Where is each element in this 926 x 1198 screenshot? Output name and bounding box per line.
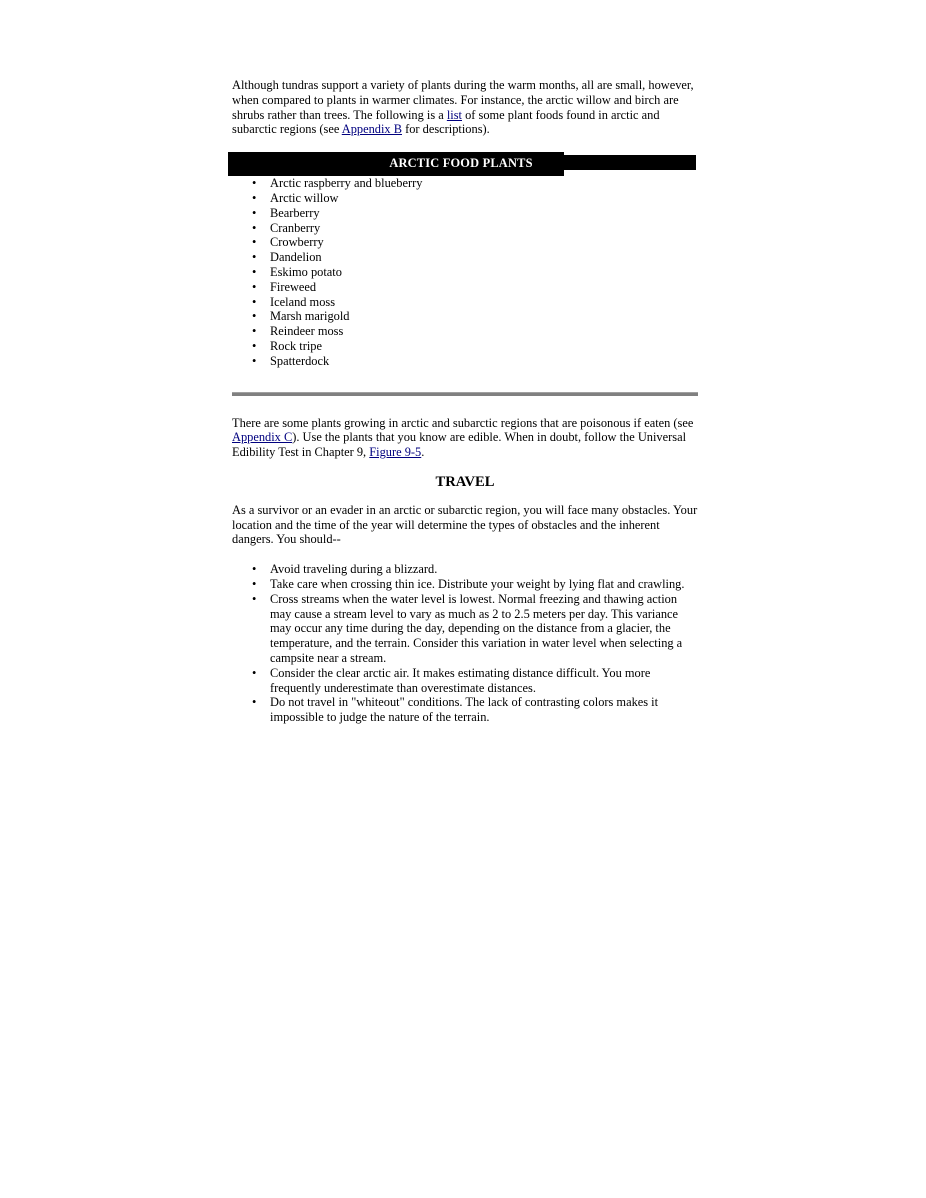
list-item: • Eskimo potato (252, 265, 698, 280)
food-plants-header (228, 152, 694, 176)
food-plants-list (232, 176, 698, 368)
list-item: • Reindeer moss (252, 324, 698, 339)
poison-paragraph (232, 416, 698, 460)
travel-intro-paragraph: As a survivor or an evader in an arctic or subarctic region, you will face many obstacles. Your location and the time of the year will determine the types of obstacles and the inherent dangers. You should-- (232, 502, 698, 547)
travel-list (232, 562, 698, 725)
appendix-c-link[interactable]: Appendix C (232, 430, 293, 445)
list-item: • Arctic willow (252, 191, 698, 206)
list-item: • Consider the clear arctic air. It makes estimating distance difficult. You more frequently underestimate than overestimate distances. (252, 666, 698, 696)
list-item: • Cross streams when the water level is lowest. Normal freezing and thawing action may cause a stream level to vary as much as 2 to 2.5 meters per day. This variance may occur any time during the day, depending on the distance from a glacier, the temperature, and the terrain. Consider this variation in water level when selecting a campsite near a stream. (252, 592, 698, 666)
list-item: • Fireweed (252, 280, 698, 295)
list-item: • Iceland moss (252, 295, 698, 310)
list-item: • Marsh marigold (252, 309, 698, 324)
poison-text-1: There are some plants growing in arctic and subarctic regions that are poisonous if eaten (see (232, 415, 694, 430)
food-plants-title: ARCTIC FOOD PLANTS (389, 156, 533, 171)
travel-heading: TRAVEL (435, 473, 495, 490)
list-item: • Take care when crossing thin ice. Distribute your weight by lying flat and crawling. (252, 577, 698, 592)
list-item: • Cranberry (252, 221, 698, 236)
list-item: • Avoid traveling during a blizzard. (252, 562, 698, 577)
document-page (232, 78, 698, 725)
list-item: • Arctic raspberry and blueberry (252, 176, 698, 191)
list-link[interactable]: list (446, 107, 462, 122)
intro-text-2: of some plant foods found in arctic and subarctic regions (see (232, 107, 660, 137)
list-item: • Bearberry (252, 206, 698, 221)
list-item: • Dandelion (252, 250, 698, 265)
figure-9-5-link[interactable]: Figure 9-5 (369, 445, 422, 460)
intro-paragraph (232, 78, 698, 137)
poison-text-2: ). Use the plants that you know are edible. When in doubt, follow the Universal Edibility Test in Chapter 9, (232, 430, 687, 460)
intro-text-3: for descriptions). (402, 122, 490, 137)
list-item: • Rock tripe (252, 339, 698, 354)
list-item: • Do not travel in "whiteout" conditions. The lack of contrasting colors makes it impossible to judge the nature of the terrain. (252, 695, 698, 725)
appendix-b-link[interactable]: Appendix B (341, 122, 402, 137)
list-item: • Crowberry (252, 235, 698, 250)
poison-text-3: . (421, 445, 425, 460)
list-item: • Spatterdock (252, 354, 698, 369)
horizontal-rule (232, 392, 698, 396)
intro-text-1: Although tundras support a variety of plants during the warm months, all are small, however, when compared to plants in warmer climates. For instance, the arctic willow and birch are shrubs rather than trees. The following is a (232, 78, 694, 122)
